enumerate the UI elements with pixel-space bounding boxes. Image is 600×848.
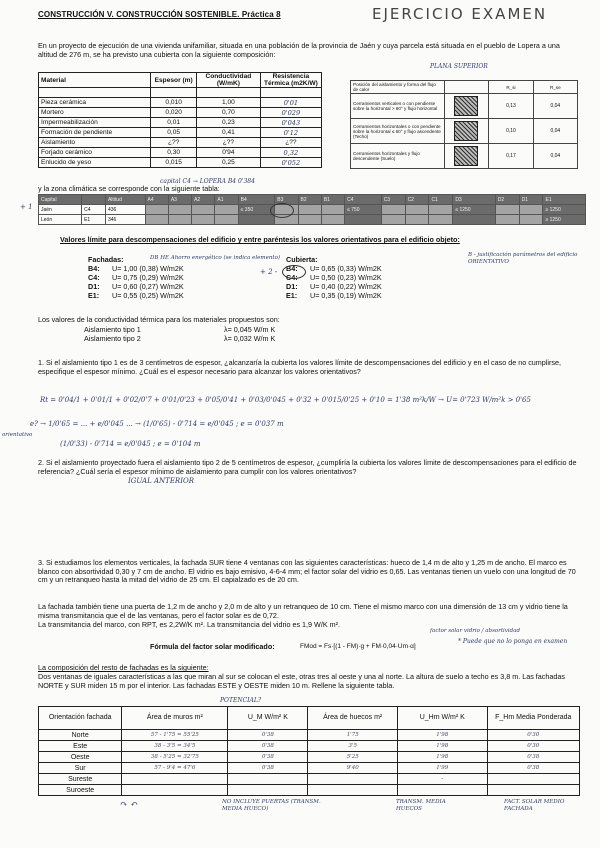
facades-hand-note: POTENCIAL? xyxy=(220,697,262,704)
facade-um: 0'38 xyxy=(228,741,308,752)
materials-row xyxy=(39,98,322,108)
material-name: Impermeabilización xyxy=(39,118,151,128)
zone-cell xyxy=(298,205,321,215)
zone-cell: E1 xyxy=(82,215,106,225)
zone-cell: León xyxy=(39,215,82,225)
zone-row xyxy=(39,215,586,225)
facade-orientation: Sur xyxy=(39,763,122,774)
material-thickness: 0,010 xyxy=(151,98,197,108)
limits-title-text: Valores límite para descompensaciones del edificio y entre paréntesis los valores orientativos para el edificio objeto: xyxy=(60,235,460,244)
question-3: 3. Si estudiamos los elementos verticales, la fachada SUR tiene 4 ventanas con las siguientes características: hueco de 1,4 m de alto y 1,25 m de ancho. El marco es blanco con absortividad 0,30 y 7 cm de ancho. El vidrio es bajo emisivo, 4-6-4 mm; el factor solar del vidrio es 0,65. Las ventanas tienen un vuelo con una longitud de 70 cm y un retranqueo hasta la mitad del vidrio de 25 cm. El capialzado es de 20 cm. xyxy=(38,558,576,585)
limit-zone: D1: xyxy=(88,282,100,291)
zone-cell xyxy=(519,205,543,215)
circled-b4-cubierta xyxy=(282,265,306,279)
facade-row xyxy=(39,774,580,785)
conductivity-list xyxy=(84,326,275,344)
material-name: Forjado cerámico xyxy=(39,148,151,158)
facade-uhm: 1'98 xyxy=(398,741,487,752)
material-conductivity: 0,70 xyxy=(196,108,260,118)
limit-zone: E1: xyxy=(286,291,298,300)
sketch-col-rsi: R_si xyxy=(489,81,533,94)
facade-uhm: 1'98 xyxy=(398,752,487,763)
zone-cell xyxy=(405,215,429,225)
zone-header-cell: C1 xyxy=(429,195,453,205)
zone-cell xyxy=(215,215,238,225)
hand-arrow-left: ↷ ↶ xyxy=(120,800,138,810)
zone-cell xyxy=(321,205,344,215)
conductivity-value: λ= 0,032 W/m K xyxy=(224,334,276,343)
zone-cell: ≥ 1250 xyxy=(543,205,586,215)
fachadas-label: Fachadas: xyxy=(88,255,124,264)
facade-um: 0'38 xyxy=(228,752,308,763)
facade-um: 0'38 xyxy=(228,730,308,741)
zone-cell: ≤ 750 xyxy=(345,205,382,215)
zone-cell xyxy=(381,215,405,225)
limit-value: U= 0,35 (0,19) W/m2K xyxy=(310,291,382,300)
materials-row xyxy=(39,148,322,158)
material-resistance: 0'029 xyxy=(260,108,321,118)
zone-header-cell: E1 xyxy=(543,195,586,205)
materials-row xyxy=(39,128,322,138)
material-resistance: 0'052 xyxy=(260,158,321,168)
facade-orientation: Suroeste xyxy=(39,785,122,796)
facades-table xyxy=(38,706,580,796)
facade-fhm xyxy=(487,774,580,785)
sketch-col-rse: R_se xyxy=(533,81,577,94)
question-3-transmittance: La transmitancia del marco, con RPT, es 2,2W/K m². La transmitancia del vidrio es 1,9 W/K m². xyxy=(38,620,340,629)
zone-header-cell: C3 xyxy=(381,195,405,205)
q1-hand-line1: Rt = 0'04/1 + 0'01/1 + 0'02/0'7 + 0'01/0'23 + 0'05/0'41 + 0'03/0'045 + 0'32 + 0'015/0'25 + 0'10 = 1'38 m²k/W → U= 0'723 W/m²k > 0'65 xyxy=(40,396,531,404)
material-conductivity: 0,41 xyxy=(196,128,260,138)
facade-fhm: 0'38 xyxy=(487,763,580,774)
col-espesor: Espesor (m) xyxy=(151,73,197,88)
materials-row xyxy=(39,118,322,128)
climate-zone-table xyxy=(38,194,586,225)
facade-row xyxy=(39,763,580,774)
col-uhm: U_Hm W/m² K xyxy=(398,707,487,730)
material-name: Mortero xyxy=(39,108,151,118)
q3-hand-note: factor solar vidrio / absortividad xyxy=(430,628,520,634)
zone-cell xyxy=(238,215,275,225)
question-3-door: La fachada también tiene una puerta de 1,2 m de ancho y 2,0 m de alto y un retranqueo de 10 cm. Tiene el mismo marco con una dimensión de 13 cm y vidrio tiene la misma transmitancia que el de las ventanas, pero el factor solar es de 0,72. xyxy=(38,602,568,620)
q1-hand-margin: orientativo xyxy=(2,432,33,438)
handwritten-title: EJERCICIO EXAMEN xyxy=(372,5,548,23)
zone-cell xyxy=(168,215,191,225)
material-conductivity: ¿?? xyxy=(196,138,260,148)
limit-zone: B4: xyxy=(88,264,100,273)
zone-cell xyxy=(381,205,405,215)
facade-wall-area xyxy=(122,785,228,796)
zone-header-cell: C2 xyxy=(405,195,429,205)
col-fhm: F_Hm Media Ponderada xyxy=(487,707,580,730)
limit-zone: C4: xyxy=(88,273,100,282)
facade-um: 0'38 xyxy=(228,763,308,774)
sketch-row-label: Cerramientos horizontales y flujo descendente (Suelo) xyxy=(351,144,445,169)
material-thickness: 0,05 xyxy=(151,128,197,138)
document-header-title: CONSTRUCCIÓN V. CONSTRUCCIÓN SOSTENIBLE. Práctica 8 xyxy=(38,10,281,19)
col-resistencia: Resistencia Térmica (m2K/W) xyxy=(260,73,321,88)
conductivity-label: Aislamiento tipo 2 xyxy=(84,334,141,343)
facade-row xyxy=(39,785,580,796)
facade-uhm: 1'98 xyxy=(398,730,487,741)
zone-header-cell: D1 xyxy=(519,195,543,205)
fachadas-list xyxy=(88,265,184,301)
sketch-rsi: 0,10 xyxy=(489,119,533,144)
zone-cell: ≥ 1250 xyxy=(543,215,586,225)
material-conductivity: 0'94 xyxy=(196,148,260,158)
conductivity-label: Aislamiento tipo 1 xyxy=(84,325,141,334)
zone-cell xyxy=(321,215,344,225)
limit-zone: C4: xyxy=(286,273,298,282)
material-thickness: ¿?? xyxy=(151,138,197,148)
facades-hand-bottom2: TRANSM. MEDIA HUECOS xyxy=(396,799,446,812)
facades-hand-bottom1: NO INCLUYE PUERTAS (TRANSM. MEDIA HUECO) xyxy=(222,799,321,812)
zone-cell xyxy=(192,215,215,225)
facade-wall-area: 57 - 1'75 = 55'25 xyxy=(122,730,228,741)
col-area-muros: Área de muros m² xyxy=(122,707,228,730)
zone-cell xyxy=(429,215,453,225)
sketch-rse: 0,04 xyxy=(533,144,577,169)
zone-cell: C4 xyxy=(82,205,106,215)
limits-hand-left: DB HE Ahorro energético (se indica elemento) xyxy=(150,255,281,261)
zone-header-cell: A4 xyxy=(145,195,168,205)
material-name: Aislamiento xyxy=(39,138,151,148)
zone-cell xyxy=(145,205,168,215)
facade-row xyxy=(39,730,580,741)
facades-intro: La composición del resto de fachadas es la siguiente: xyxy=(38,663,209,672)
material-resistance: 0'01 xyxy=(260,98,321,108)
conductivity-intro: Los valores de la conductividad térmica para los materiales propuestos son: xyxy=(38,315,280,324)
sketch-row-diagram xyxy=(444,119,489,144)
zone-header-cell: B4 xyxy=(238,195,275,205)
facade-hole-area: 1'75 xyxy=(308,730,398,741)
zone-cell xyxy=(192,205,215,215)
zone-cell xyxy=(298,215,321,225)
facade-um xyxy=(228,785,308,796)
facade-um xyxy=(228,774,308,785)
limits-hand-plus2: + 2 - xyxy=(260,268,278,276)
zone-header-cell: D3 xyxy=(453,195,495,205)
conductivity-value: λ= 0,045 W/m K xyxy=(224,325,276,334)
material-conductivity: 0,23 xyxy=(196,118,260,128)
sketch-row xyxy=(351,144,578,169)
limit-value: U= 0,40 (0,22) W/m2K xyxy=(310,282,382,291)
cubierta-label: Cubierta: xyxy=(286,255,318,264)
zone-cell xyxy=(519,215,543,225)
col-area-huecos: Área de huecos m² xyxy=(308,707,398,730)
zone-header-cell: C4 xyxy=(345,195,382,205)
zone-cell xyxy=(453,215,495,225)
formula-hand: * Puede que no lo ponga en examen xyxy=(458,638,568,645)
facade-wall-area: 38 - 3'5 = 34'5 xyxy=(122,741,228,752)
material-resistance: 0,32 xyxy=(260,148,321,158)
zone-header-cell: Capital xyxy=(39,195,82,205)
col-um: U_M W/m² K xyxy=(228,707,308,730)
zone-cell xyxy=(495,205,519,215)
question-1: 1. Si el aislamiento tipo 1 es de 3 centímetros de espesor, ¿alcanzaría la cubierta los valores límite de descompensaciones del edificio y en el caso de no cumplirse, especifique el espesor mínimo. ¿Cuál es el espesor necesario para alcanzar los valores orientativos? xyxy=(38,358,561,376)
q2-hand: IGUAL ANTERIOR xyxy=(128,477,194,485)
sketch-rsi: 0,13 xyxy=(489,94,533,119)
zone-cell: 346 xyxy=(105,215,145,225)
material-thickness: 0,015 xyxy=(151,158,197,168)
col-material: Material xyxy=(39,73,151,88)
limit-value: U= 0,50 (0,23) W/m2K xyxy=(310,273,382,282)
facade-wall-area: 38 - 5'25 = 32'75 xyxy=(122,752,228,763)
zone-header-cell: D2 xyxy=(495,195,519,205)
circled-b4-mark xyxy=(270,203,294,218)
zone-header-cell: A2 xyxy=(192,195,215,205)
facade-fhm: 0'38 xyxy=(487,752,580,763)
facade-orientation: Sureste xyxy=(39,774,122,785)
zone-cell: ≤ 1250 xyxy=(453,205,495,215)
facade-hole-area xyxy=(308,785,398,796)
facade-row xyxy=(39,752,580,763)
limit-zone: B4: xyxy=(286,264,298,273)
zone-header-row xyxy=(39,195,586,205)
material-name: Pieza cerámica xyxy=(39,98,151,108)
limits-hand-right: B - justificación parámetros del edificio ORIENTATIVO xyxy=(468,252,578,265)
facades-hand-bottom3: FACT. SOLAR MEDIO FACHADA xyxy=(504,799,565,812)
sketch-row-diagram xyxy=(444,144,489,169)
limit-zone: D1: xyxy=(286,282,298,291)
material-thickness: 0,01 xyxy=(151,118,197,128)
zone-header-cell: A3 xyxy=(168,195,191,205)
facade-uhm: - xyxy=(398,774,487,785)
limit-value: U= 0,65 (0,33) W/m2K xyxy=(310,264,382,273)
sketch-row-diagram xyxy=(444,94,489,119)
limit-zone: E1: xyxy=(88,291,100,300)
zone-cell xyxy=(168,205,191,215)
conductivity-row xyxy=(84,335,275,344)
col-orientacion: Orientación fachada xyxy=(39,707,122,730)
sketch-row-label: Cerramientos horizontales o con pendiente sobre la horizontal ≤ 60° y flujo ascendente (Techo) xyxy=(351,119,445,144)
materials-row xyxy=(39,108,322,118)
sketch-row xyxy=(351,119,578,144)
facade-hole-area xyxy=(308,774,398,785)
sketch-header-row xyxy=(351,81,578,94)
sketch-header: Posición del aislamiento y forma del flujo de calor xyxy=(351,81,445,94)
zone-cell xyxy=(495,215,519,225)
col-conductividad: Conductividad (W/mK) xyxy=(196,73,260,88)
zone-header-cell: A1 xyxy=(215,195,238,205)
limit-value: U= 0,75 (0,29) W/m2K xyxy=(112,273,184,282)
sketch-rsi: 0,17 xyxy=(489,144,533,169)
intro-hand-note: PLANA SUPERIOR xyxy=(430,63,488,70)
material-thickness: 0,020 xyxy=(151,108,197,118)
material-resistance: 0'12 xyxy=(260,128,321,138)
fachada-limit-row xyxy=(88,292,184,301)
zone-cell xyxy=(215,205,238,215)
cubierta-limit-row xyxy=(286,292,382,301)
facade-wall-area xyxy=(122,774,228,785)
zone-cell xyxy=(405,205,429,215)
zone-cell: ≤ 350 xyxy=(238,205,275,215)
material-resistance: 0'043 xyxy=(260,118,321,128)
zone-header-cell: B3 xyxy=(275,195,298,205)
zone-header-cell: Altitud xyxy=(105,195,145,205)
limit-value: U= 0,55 (0,25) W/m2K xyxy=(112,291,184,300)
material-conductivity: 1,00 xyxy=(196,98,260,108)
q1-hand-line3: (1/0'33) - 0'714 = e/0'045 ; e = 0'104 m xyxy=(60,440,201,448)
zone-header-cell: B1 xyxy=(321,195,344,205)
facade-hole-area: 9'40 xyxy=(308,763,398,774)
materials-row xyxy=(39,158,322,168)
facade-wall-area: 57 - 9'4 = 47'6 xyxy=(122,763,228,774)
zone-cell: Jaén xyxy=(39,205,82,215)
facade-fhm xyxy=(487,785,580,796)
sketch-rse: 0,04 xyxy=(533,119,577,144)
facade-fhm: 0'30 xyxy=(487,741,580,752)
facade-uhm xyxy=(398,785,487,796)
facades-header-row xyxy=(39,707,580,730)
formula-label: Fórmula del factor solar modificado: xyxy=(150,642,275,651)
facade-hole-area: 3'5 xyxy=(308,741,398,752)
material-conductivity: 0,25 xyxy=(196,158,260,168)
facade-fhm: 0'30 xyxy=(487,730,580,741)
surface-resistance-table xyxy=(350,80,578,169)
sketch-row-label: Cerramientos verticales o con pendiente sobre la horizontal > 60° y flujo horizontal xyxy=(351,94,445,119)
facade-uhm: 1'99 xyxy=(398,763,487,774)
facade-row xyxy=(39,741,580,752)
zone-cell xyxy=(345,215,382,225)
hatched-layer-diagram xyxy=(454,146,478,166)
facade-orientation: Oeste xyxy=(39,752,122,763)
question-2: 2. Si el aislamiento proyectado fuera el aislamiento tipo 2 de 5 centímetros de espesor, ¿cumpliría la cubierta los valores límite de descompensaciones para el edificio de referencia? ¿Cuál sería el espesor mínimo de aislamiento para cumplir con los valores orientativos? xyxy=(38,458,577,476)
zone-cell xyxy=(429,205,453,215)
materials-hand-note: capital C4 → LOPERA B4 0'384 xyxy=(160,178,255,185)
material-resistance: ¿?? xyxy=(260,138,321,148)
sketch-row xyxy=(351,94,578,119)
facades-text: Dos ventanas de iguales características a las que miran al sur se colocan el este, otras tres al oeste y una al norte. La altura de suelo a techo es 3,8 m. Las fachadas NORTE y SUR miden 15 m por el interior. Las fachadas ESTE y OESTE miden 10 m. Rellene la siguiente tabla. xyxy=(38,672,565,690)
materials-row xyxy=(39,138,322,148)
material-name: Formación de pendiente xyxy=(39,128,151,138)
limit-value: U= 0,60 (0,27) W/m2K xyxy=(112,282,184,291)
zone-hand-side: + 1 xyxy=(20,203,33,211)
sketch-rse: 0,04 xyxy=(533,94,577,119)
limits-title xyxy=(60,236,580,245)
hatched-layer-diagram xyxy=(454,96,478,116)
facade-orientation: Este xyxy=(39,741,122,752)
zone-row xyxy=(39,205,586,215)
limit-value: U= 1,00 (0,38) W/m2K xyxy=(112,264,184,273)
hatched-layer-diagram xyxy=(454,121,478,141)
intro-paragraph: En un proyecto de ejecución de una vivienda unifamiliar, situada en una población de la provincia de Jaén y cuya parcela está situada en el pueblo de Lopera a una altitud de 276 m, se ha previsto una cubierta con la siguiente composición: xyxy=(38,41,560,59)
zone-header-cell: B2 xyxy=(298,195,321,205)
materials-header-row xyxy=(39,73,322,88)
zone-cell xyxy=(145,215,168,225)
q1-hand-line2: e? → 1/0'65 = ... + e/0'045 ... → (1/0'65) - 0'714 = e/0'045 ; e = 0'037 m xyxy=(30,420,284,428)
facade-orientation: Norte xyxy=(39,730,122,741)
material-thickness: 0,30 xyxy=(151,148,197,158)
formula-expression: FMod = Fs·[(1 - FM)·g + FM·0,04·Um·α] xyxy=(300,643,416,650)
zone-header-cell xyxy=(82,195,106,205)
zone-cell: 436 xyxy=(105,205,145,215)
materials-table xyxy=(38,72,322,168)
zone-caption: y la zona climática se corresponde con la siguiente tabla: xyxy=(38,184,220,193)
facade-hole-area: 5'25 xyxy=(308,752,398,763)
material-name: Enlucido de yeso xyxy=(39,158,151,168)
